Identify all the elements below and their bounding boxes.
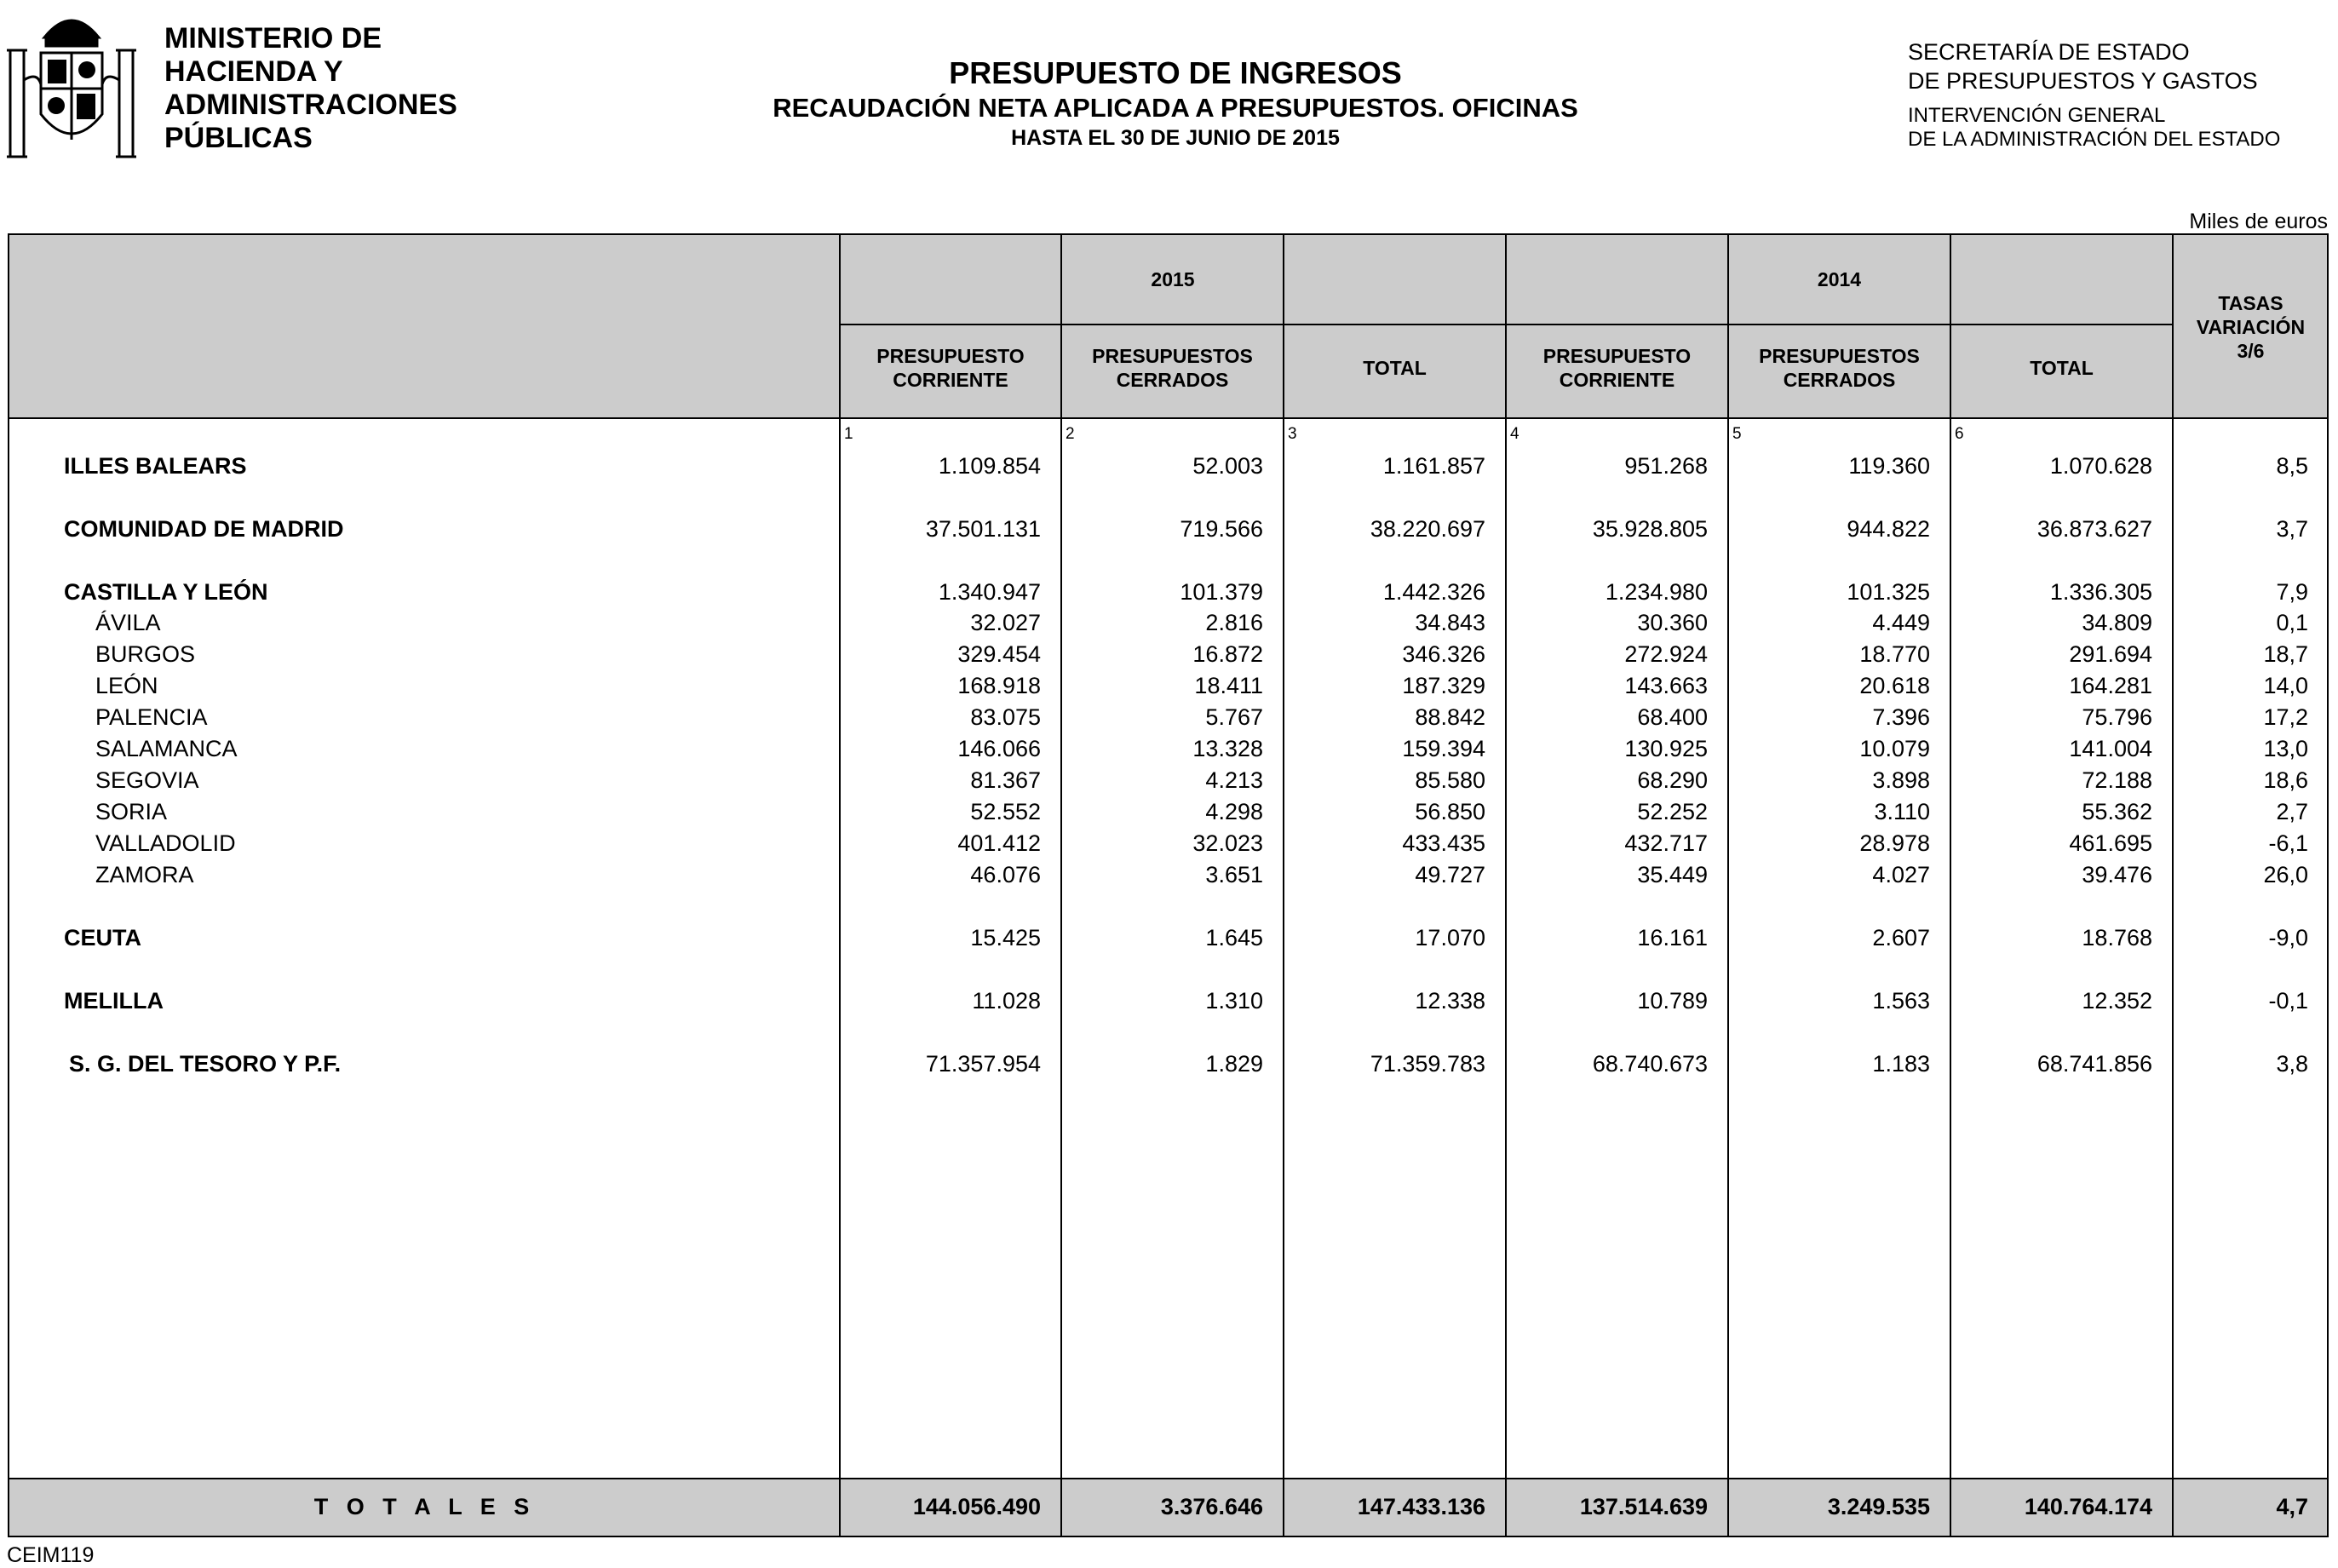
row-value: 26,0 xyxy=(2263,862,2308,887)
ministry-line-2: HACIENDA Y xyxy=(164,55,343,88)
row-value: 68.740.673 xyxy=(1592,1051,1708,1077)
row-value: 1.070.628 xyxy=(2049,453,2152,479)
column-number: 1 xyxy=(844,425,853,443)
ministry-name xyxy=(164,22,457,155)
row-value: 35.928.805 xyxy=(1592,516,1708,542)
row-value: 5.767 xyxy=(1205,704,1263,730)
row-value: 187.329 xyxy=(1402,673,1485,698)
row-value: 34.843 xyxy=(1415,610,1485,635)
column-header: PRESUPUESTO CORRIENTE xyxy=(1542,345,1692,391)
totals-value: 147.433.136 xyxy=(1357,1494,1485,1519)
units-label: Miles de euros xyxy=(2189,210,2328,233)
totals-label: T O T A L E S xyxy=(313,1494,536,1519)
column-header: PRESUPUESTO CORRIENTE xyxy=(876,345,1025,391)
row-value: -6,1 xyxy=(2268,830,2308,856)
row-label: S. G. DEL TESORO Y P.F. xyxy=(69,1051,342,1077)
row-value: 52.003 xyxy=(1192,453,1263,479)
row-label: ILLES BALEARS xyxy=(64,453,247,479)
row-value: 32.027 xyxy=(970,610,1041,635)
row-label: BURGOS xyxy=(95,641,196,667)
column-number: 2 xyxy=(1066,425,1075,443)
row-value: 143.663 xyxy=(1624,673,1708,698)
table-row xyxy=(9,702,2327,732)
column-header: PRESUPUESTOS CERRADOS xyxy=(1092,345,1253,391)
totals-row xyxy=(9,1479,2327,1536)
row-value: 38.220.697 xyxy=(1370,516,1485,542)
report-code: CEIM119 xyxy=(7,1543,95,1567)
ministry-line-1: MINISTERIO DE xyxy=(164,22,382,55)
row-label: ÁVILA xyxy=(95,610,161,635)
report-title xyxy=(677,55,1674,152)
table-row xyxy=(9,607,2327,638)
coat-of-arms-icon xyxy=(3,3,140,167)
row-value: 2.816 xyxy=(1205,610,1263,635)
row-value: 1.161.857 xyxy=(1382,453,1485,479)
ministry-line-3: ADMINISTRACIONES xyxy=(164,89,457,121)
totals-value: 3.376.646 xyxy=(1160,1494,1263,1519)
totals-value: 4,7 xyxy=(2276,1494,2308,1519)
row-value: 15.425 xyxy=(970,925,1041,951)
row-value: 39.476 xyxy=(2082,862,2152,887)
row-value: 1.336.305 xyxy=(2049,579,2152,605)
row-value: 1.310 xyxy=(1205,988,1263,1014)
row-value: 3.110 xyxy=(1874,799,1930,824)
row-value: 72.188 xyxy=(2082,767,2152,793)
row-value: 433.435 xyxy=(1402,830,1485,856)
row-value: 49.727 xyxy=(1415,862,1485,887)
row-value: 432.717 xyxy=(1624,830,1708,856)
row-value: 130.925 xyxy=(1624,736,1708,761)
row-value: 10.789 xyxy=(1637,988,1708,1014)
column-number: 5 xyxy=(1732,425,1742,443)
row-value: 3.898 xyxy=(1872,767,1930,793)
row-value: 2.607 xyxy=(1872,925,1930,951)
row-label: CASTILLA Y LEÓN xyxy=(64,579,268,605)
row-value: 55.362 xyxy=(2082,799,2152,824)
row-value: 12.338 xyxy=(1415,988,1485,1014)
row-value: 119.360 xyxy=(1848,453,1930,479)
row-value: 4.213 xyxy=(1205,767,1263,793)
table-row xyxy=(9,796,2327,827)
row-value: 101.325 xyxy=(1847,579,1930,605)
row-value: 16.872 xyxy=(1192,641,1263,667)
year-header-2014: 2014 xyxy=(1817,268,1862,290)
row-value: 461.695 xyxy=(2069,830,2152,856)
row-value: 0,1 xyxy=(2276,610,2308,635)
secretaria-line-4: DE LA ADMINISTRACIÓN DEL ESTADO xyxy=(1908,128,2281,151)
row-value: 18.770 xyxy=(1859,641,1930,667)
table-row xyxy=(9,733,2327,764)
column-header: PRESUPUESTOS CERRADOS xyxy=(1759,345,1920,391)
row-value: 1.109.854 xyxy=(938,453,1041,479)
row-value: 28.978 xyxy=(1859,830,1930,856)
title-sub: RECAUDACIÓN NETA APLICADA A PRESUPUESTOS. OFICINAS xyxy=(773,93,1578,123)
row-value: 34.809 xyxy=(2082,610,2152,635)
row-label: VALLADOLID xyxy=(95,830,236,856)
row-value: 3.651 xyxy=(1205,862,1263,887)
row-value: 18.768 xyxy=(2082,925,2152,951)
row-label: COMUNIDAD DE MADRID xyxy=(64,516,344,542)
row-value: 951.268 xyxy=(1624,453,1708,479)
totals-value: 137.514.639 xyxy=(1579,1494,1708,1519)
secretaria-block xyxy=(1908,37,2280,152)
row-value: 18,7 xyxy=(2263,641,2308,667)
row-value: 85.580 xyxy=(1415,767,1485,793)
row-value: 18.411 xyxy=(1194,673,1263,698)
table-row xyxy=(9,859,2327,890)
row-value: 719.566 xyxy=(1180,516,1263,542)
tasas-header: TASAS VARIACIÓN 3/6 xyxy=(2196,292,2306,362)
row-value: 1.340.947 xyxy=(938,579,1041,605)
row-value: 14,0 xyxy=(2263,673,2308,698)
row-value: 164.281 xyxy=(2069,673,2152,698)
row-value: 20.618 xyxy=(1859,673,1930,698)
row-value: 141.004 xyxy=(2069,736,2152,761)
row-value: 146.066 xyxy=(957,736,1041,761)
row-value: 52.552 xyxy=(970,799,1041,824)
row-value: 3,8 xyxy=(2276,1051,2308,1077)
secretaria-line-3: INTERVENCIÓN GENERAL xyxy=(1908,104,2166,127)
column-number: 4 xyxy=(1510,425,1519,443)
row-value: 10.079 xyxy=(1859,736,1930,761)
row-value: 56.850 xyxy=(1415,799,1485,824)
row-value: 1.645 xyxy=(1205,925,1263,951)
row-value: -0,1 xyxy=(2268,988,2308,1014)
ministry-line-4: PÚBLICAS xyxy=(164,122,313,154)
row-value: 944.822 xyxy=(1847,516,1930,542)
row-value: 46.076 xyxy=(970,862,1041,887)
row-value: 68.290 xyxy=(1637,767,1708,793)
row-value: 68.741.856 xyxy=(2036,1051,2152,1077)
row-value: 1.234.980 xyxy=(1605,579,1708,605)
totals-value: 3.249.535 xyxy=(1827,1494,1930,1519)
row-value: 13.328 xyxy=(1192,736,1263,761)
row-value: 37.501.131 xyxy=(925,516,1041,542)
title-main: PRESUPUESTO DE INGRESOS xyxy=(949,55,1402,90)
year-group-divider xyxy=(840,324,2173,325)
secretaria-line-1: SECRETARÍA DE ESTADO xyxy=(1908,39,2190,65)
row-value: 36.873.627 xyxy=(2036,516,2152,542)
row-label: SEGOVIA xyxy=(95,767,199,793)
column-number: 6 xyxy=(1955,425,1964,443)
row-label: CEUTA xyxy=(64,925,141,951)
totals-value: 140.764.174 xyxy=(2024,1494,2152,1519)
row-label: MELILLA xyxy=(64,988,164,1014)
row-value: 52.252 xyxy=(1637,799,1708,824)
table-row xyxy=(9,577,2327,607)
table-row xyxy=(9,985,2327,1016)
row-value: 71.359.783 xyxy=(1370,1051,1485,1077)
column-header: TOTAL xyxy=(2030,357,2094,379)
row-label: ZAMORA xyxy=(95,862,194,887)
row-value: 8,5 xyxy=(2276,453,2308,479)
row-value: 4.027 xyxy=(1872,862,1930,887)
totals-value: 144.056.490 xyxy=(912,1494,1041,1519)
row-value: 291.694 xyxy=(2069,641,2152,667)
column-header: TOTAL xyxy=(1363,357,1427,379)
row-value: 88.842 xyxy=(1415,704,1485,730)
row-value: 4.298 xyxy=(1205,799,1263,824)
row-value: 401.412 xyxy=(957,830,1041,856)
row-label: PALENCIA xyxy=(95,704,208,730)
title-date: HASTA EL 30 DE JUNIO DE 2015 xyxy=(1011,126,1340,150)
row-value: 81.367 xyxy=(970,767,1041,793)
row-value: 3,7 xyxy=(2276,516,2308,542)
row-label: SALAMANCA xyxy=(95,736,238,761)
row-value: 68.400 xyxy=(1637,704,1708,730)
row-value: 329.454 xyxy=(957,641,1041,667)
row-value: 16.161 xyxy=(1637,925,1708,951)
table-row xyxy=(9,765,2327,795)
row-value: 159.394 xyxy=(1402,736,1485,761)
row-value: 7.396 xyxy=(1872,704,1930,730)
row-value: 71.357.954 xyxy=(925,1051,1041,1077)
row-value: 12.352 xyxy=(2082,988,2152,1014)
row-value: 1.563 xyxy=(1872,988,1930,1014)
column-number: 3 xyxy=(1288,425,1297,443)
row-value: 11.028 xyxy=(972,988,1041,1014)
row-value: 1.442.326 xyxy=(1382,579,1485,605)
row-value: 32.023 xyxy=(1192,830,1263,856)
row-value: 7,9 xyxy=(2276,579,2308,605)
row-value: 17.070 xyxy=(1415,925,1485,951)
row-value: 18,6 xyxy=(2263,767,2308,793)
row-value: 272.924 xyxy=(1624,641,1708,667)
row-value: 346.326 xyxy=(1402,641,1485,667)
data-table xyxy=(8,233,2329,1537)
row-value: -9,0 xyxy=(2268,925,2308,951)
table-row xyxy=(9,670,2327,701)
row-value: 4.449 xyxy=(1872,610,1930,635)
row-value: 75.796 xyxy=(2082,704,2152,730)
row-value: 1.829 xyxy=(1205,1051,1263,1077)
table-row xyxy=(9,514,2327,544)
table-row xyxy=(9,1048,2327,1079)
row-label: SORIA xyxy=(95,799,168,824)
secretaria-line-2: DE PRESUPUESTOS Y GASTOS xyxy=(1908,68,2258,94)
year-header-2015: 2015 xyxy=(1151,268,1195,290)
table-row xyxy=(9,451,2327,481)
row-value: 17,2 xyxy=(2263,704,2308,730)
row-value: 168.918 xyxy=(957,673,1041,698)
row-value: 2,7 xyxy=(2276,799,2308,824)
table-row xyxy=(9,639,2327,669)
row-value: 35.449 xyxy=(1637,862,1708,887)
row-value: 1.183 xyxy=(1872,1051,1930,1077)
row-value: 30.360 xyxy=(1637,610,1708,635)
row-label: LEÓN xyxy=(95,673,158,698)
table-row xyxy=(9,828,2327,859)
row-value: 13,0 xyxy=(2263,736,2308,761)
row-value: 101.379 xyxy=(1180,579,1263,605)
table-row xyxy=(9,922,2327,953)
row-value: 83.075 xyxy=(970,704,1041,730)
